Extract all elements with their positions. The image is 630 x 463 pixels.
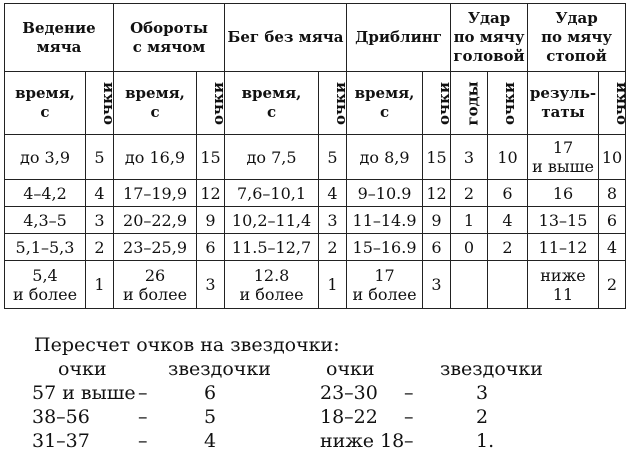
table-cell: 2 [599,261,626,309]
subheader-points: очки [599,72,626,135]
subheader-points: очки [197,72,225,135]
table-cell: 0 [451,234,488,261]
table-row [5,261,626,309]
table-cell: 9 [423,207,451,234]
conversion-points: ниже 18 [320,430,405,452]
table-cell: 9–10.9 [347,180,423,207]
conversion-points: 31–37 [32,430,90,452]
conversion-title: Пересчет очков на звездочки: [34,334,340,356]
conversion-stars: 5 [204,406,217,428]
table-row [5,234,626,261]
table-cell: 3 [319,207,347,234]
table-cell: 12 [423,180,451,207]
table-cell: до 16,9 [114,135,197,180]
table-cell: 11–12 [528,234,599,261]
subheader-time: время, с [5,72,86,135]
conversion-dash: – [138,406,148,428]
subheader-time: время, с [114,72,197,135]
conversion-dash: – [404,382,414,404]
subheader-points: очки [488,72,528,135]
conversion-points: 38–56 [32,406,90,428]
table-cell: 15–16.9 [347,234,423,261]
table-cell: 5 [86,135,114,180]
conversion-points: 18–22 [320,406,378,428]
table-cell [488,261,528,309]
table-cell: 10,2–11,4 [225,207,319,234]
conversion-col-points-right: очки [326,358,375,380]
subheader-row [5,72,626,135]
conversion-points: 23–30 [320,382,378,404]
table-cell: 4 [488,207,528,234]
table-cell: 4 [319,180,347,207]
table-cell: 2 [451,180,488,207]
conversion-stars: 3 [476,382,489,404]
table-cell: 17 и более [347,261,423,309]
conversion-col-stars-left: звездочки [168,358,271,380]
table-cell: 1 [319,261,347,309]
conversion-col-points-left: очки [58,358,107,380]
conversion-dash: – [138,430,148,452]
conversion-stars: 4 [204,430,217,452]
conversion-dash: – [138,382,148,404]
subheader-points: очки [86,72,114,135]
table-cell: 2 [488,234,528,261]
header-row [5,4,626,72]
table-cell: 2 [86,234,114,261]
table-cell: 3 [451,135,488,180]
table-cell: 15 [423,135,451,180]
table-cell: до 8,9 [347,135,423,180]
table-cell: 3 [423,261,451,309]
header-turns-with-ball: Обороты с мячом [114,4,225,72]
table-cell: 10 [488,135,528,180]
subheader-points: очки [319,72,347,135]
table-cell: 26 и более [114,261,197,309]
conversion-dash: – [404,406,414,428]
table-cell: 6 [488,180,528,207]
table-cell: 17 и выше [528,135,599,180]
conversion-stars: 1. [476,430,495,452]
table-cell: 5,1–5,3 [5,234,86,261]
table-cell: 4 [86,180,114,207]
table-cell: 10 [599,135,626,180]
table-cell: 11–14.9 [347,207,423,234]
subheader-time: время, с [225,72,319,135]
table-cell: 6 [197,234,225,261]
table-row [5,207,626,234]
subheader-points: очки [423,72,451,135]
table-cell: 6 [423,234,451,261]
table-cell: 4 [599,234,626,261]
table-cell: 20–22,9 [114,207,197,234]
table-row [5,135,626,180]
table-cell: 1 [451,207,488,234]
conversion-stars: 6 [204,382,217,404]
table-row [5,180,626,207]
conversion-col-stars-right: звездочки [440,358,543,380]
table-cell: 2 [319,234,347,261]
conversion-dash: – [404,430,414,452]
table-cell: 5,4 и более [5,261,86,309]
table-cell: 13–15 [528,207,599,234]
subheader-results: резуль- таты [528,72,599,135]
subheader-years: годы [451,72,488,135]
header-foot-kick: Удар по мячу стопой [528,4,626,72]
table-cell: 23–25,9 [114,234,197,261]
header-run-without-ball: Бег без мяча [225,4,347,72]
conversion-points: 57 и выше [32,382,136,404]
table-cell: 12 [197,180,225,207]
table-cell: 4–4,2 [5,180,86,207]
table-cell: 3 [197,261,225,309]
table-cell: 4,3–5 [5,207,86,234]
table-cell: 12.8 и более [225,261,319,309]
table-cell: до 3,9 [5,135,86,180]
conversion-stars: 2 [476,406,489,428]
table-cell: 9 [197,207,225,234]
score-table [4,3,629,309]
table-cell: 11.5–12,7 [225,234,319,261]
table-cell: 5 [319,135,347,180]
header-header-shot: Удар по мячу головой [451,4,528,72]
table-cell: до 7,5 [225,135,319,180]
table-cell: 17–19,9 [114,180,197,207]
table-cell: 16 [528,180,599,207]
table-cell: 1 [86,261,114,309]
table-cell [451,261,488,309]
header-dribbling: Дриблинг [347,4,451,72]
table-cell: 8 [599,180,626,207]
table-cell: 15 [197,135,225,180]
table-cell: 6 [599,207,626,234]
subheader-time: время, с [347,72,423,135]
table-cell: 7,6–10,1 [225,180,319,207]
header-dribbling-ball: Ведение мяча [5,4,114,72]
table-cell: ниже 11 [528,261,599,309]
table-cell: 3 [86,207,114,234]
